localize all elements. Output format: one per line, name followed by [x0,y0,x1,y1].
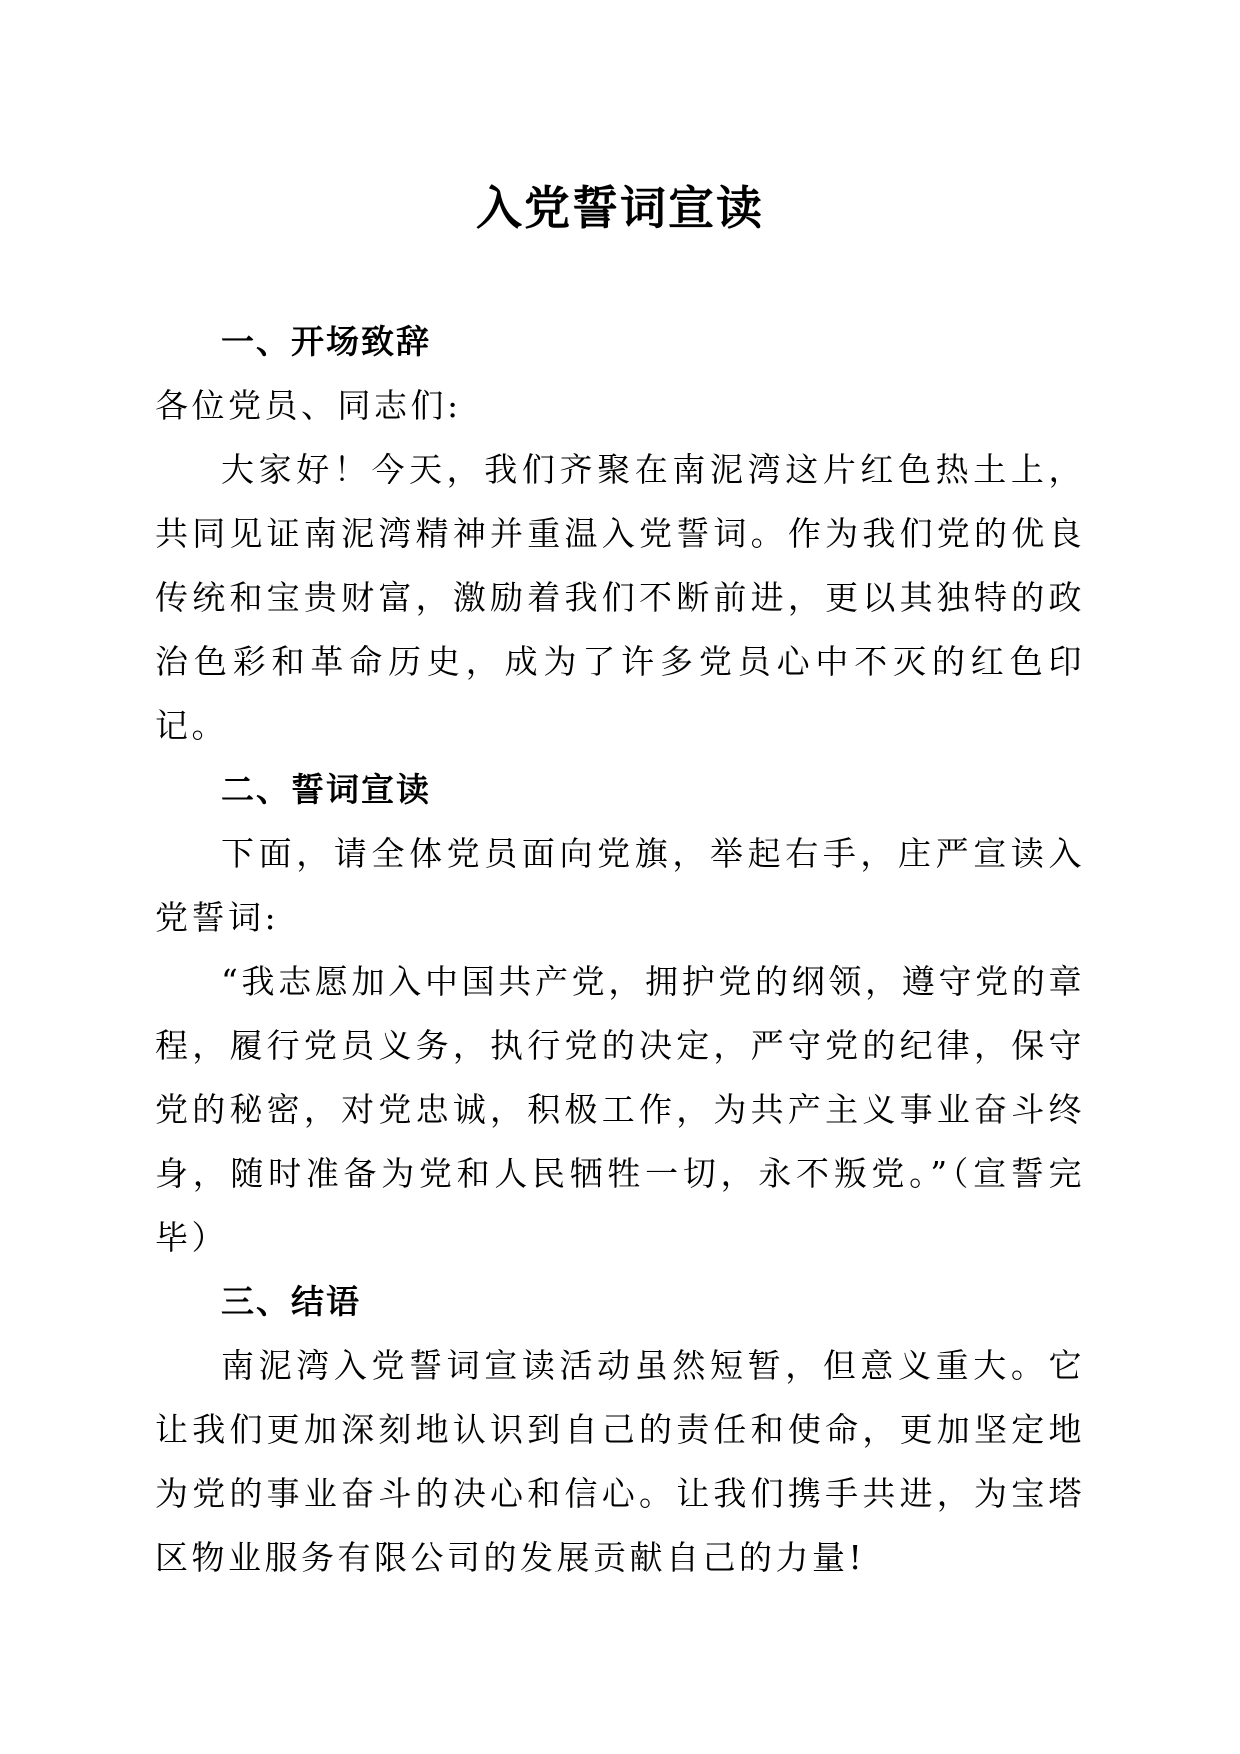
document-body [155,310,1085,1590]
section-heading-closing: 三、结语 [221,1282,361,1321]
oath-instruction-paragraph: 下面，请全体党员面向党旗，举起右手，庄严宣读入党誓词: [155,834,1085,937]
section-heading-opening: 一、开场致辞 [221,322,431,361]
oath-text-paragraph: “我志愿加入中国共产党，拥护党的纲领，遵守党的章程，履行党员义务，执行党的决定，严守党的纪律，保守党的秘密，对党忠诚，积极工作，为共产主义事业奋斗终身，随时准备为党和人民牺牲一切，永不叛党。”（宣誓完毕） [155,962,1085,1257]
opening-paragraph: 大家好！今天，我们齐聚在南泥湾这片红色热土上，共同见证南泥湾精神并重温入党誓词。作为我们党的优良传统和宝贵财富，激励着我们不断前进，更以其独特的政治色彩和革命历史，成为了许多党员心中不灭的红色印记。 [155,450,1085,745]
salutation: 各位党员、同志们: [155,386,462,425]
document-title: 入党誓词宣读 [476,181,764,235]
section-heading-oath: 二、誓词宣读 [221,770,431,809]
closing-paragraph: 南泥湾入党誓词宣读活动虽然短暂，但意义重大。它让我们更加深刻地认识到自己的责任和使命，更加坚定地为党的事业奋斗的决心和信心。让我们携手共进，为宝塔区物业服务有限公司的发展贡献自己的力量! [155,1346,1085,1577]
